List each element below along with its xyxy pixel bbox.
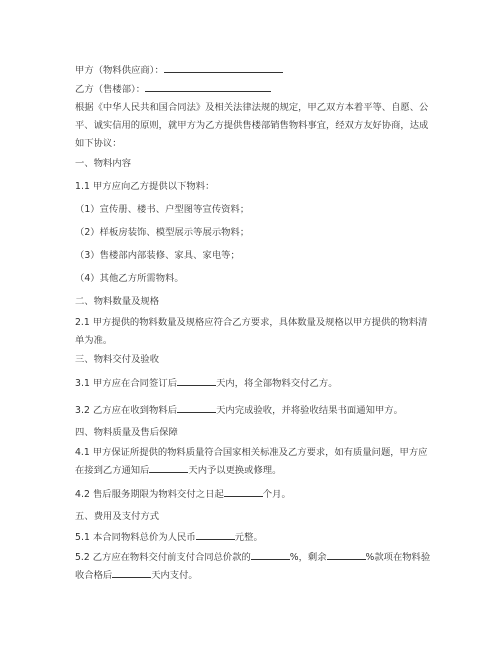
clause-5-2-d: 天内支付。	[151, 570, 198, 581]
clause-5-2-blank-3[interactable]	[112, 568, 151, 578]
clause-3-2	[75, 403, 403, 417]
clause-3-1-blank[interactable]	[177, 376, 216, 386]
clause-3-1-a: 3.1 甲方应在合同签订后	[75, 378, 178, 389]
clause-1-1: 1.1 甲方应向乙方提供以下物料：	[75, 181, 215, 192]
clause-2-1: 2.1 甲方提供的物料数量及规格应符合乙方要求，具体数量及规格以甲方提供的物料清单为准。	[75, 317, 428, 346]
section-2-title: 二、物料数量及规格	[75, 296, 160, 307]
party-b-label: 乙方（售楼部）：	[75, 84, 146, 95]
clause-4-2-b: 个月。	[262, 489, 291, 500]
clause-4-2	[75, 487, 291, 501]
clause-5-2	[75, 549, 435, 585]
clause-4-1-a: 4.1 甲方保证所提供的物料质量符合国家相关标准及乙方要求，如有质量问题，甲方应在接到乙方通知后	[75, 447, 428, 476]
section-1-title: 一、物料内容	[75, 158, 132, 169]
clause-3-2-b: 天内完成验收，并将验收结果书面通知甲方。	[216, 405, 404, 416]
clause-4-1-blank[interactable]	[149, 463, 188, 473]
party-a-label: 甲方（物料供应商）：	[75, 65, 164, 76]
item-3: （3）售楼部内部装修、家具、家电等；	[75, 250, 240, 261]
section-4-title: 四、物料质量及售后保障	[75, 427, 178, 438]
clause-5-2-b: %，剩余	[289, 552, 327, 563]
item-2: （2）样板房装饰、模型展示等展示物料；	[75, 227, 250, 238]
clause-5-2-blank-1[interactable]	[251, 550, 290, 560]
clause-3-1	[75, 376, 338, 390]
item-4: （4）其他乙方所需物料。	[75, 273, 184, 284]
clause-4-2-blank[interactable]	[224, 487, 263, 497]
clause-5-1-blank[interactable]	[196, 530, 235, 540]
clause-3-1-b: 天内，将全部物料交付乙方。	[216, 378, 338, 389]
clause-5-2-a: 5.2 乙方应在物料交付前支付合同总价款的	[75, 552, 251, 563]
clause-5-2-blank-2[interactable]	[327, 550, 366, 560]
party-a-line	[75, 63, 283, 77]
item-1: （1）宣传册、楼书、户型图等宣传资料；	[75, 204, 250, 215]
clause-5-2-c: %款项在物料验收合格后	[75, 552, 431, 581]
section-3-title: 三、物料交付及验收	[75, 354, 160, 365]
preamble: 根据《中华人民共和国合同法》及相关法律法规的规定，甲乙双方本着平等、自愿、公平、诚实信用的原则，就甲方为乙方提供售楼部销售物料事宜，经双方友好协商，达成如下协议：	[75, 102, 429, 149]
party-b-line	[75, 82, 271, 96]
clause-5-1	[75, 530, 263, 544]
party-a-blank[interactable]	[164, 63, 283, 73]
clause-3-2-blank[interactable]	[177, 403, 216, 413]
clause-5-1-a: 5.1 本合同物料总价为人民币	[75, 532, 196, 543]
clause-3-2-a: 3.2 乙方应在收到物料后	[75, 405, 178, 416]
clause-4-2-a: 4.2 售后服务期限为物料交付之日起	[75, 489, 224, 500]
clause-5-1-b: 元整。	[234, 532, 263, 543]
clause-4-1-b: 天内予以更换或修理。	[188, 465, 282, 476]
party-b-blank[interactable]	[145, 82, 271, 92]
section-5-title: 五、费用及支付方式	[75, 511, 160, 522]
clause-4-1	[75, 444, 435, 480]
